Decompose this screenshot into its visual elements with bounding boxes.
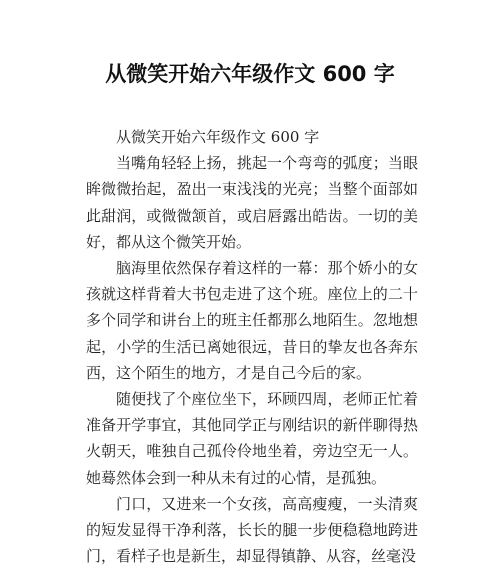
document-title: 从微笑开始六年级作文 600 字	[105, 62, 395, 86]
paragraph-heading: 从微笑开始六年级作文 600 字	[116, 128, 320, 146]
paragraph: 脑海里依然保存着这样的一幕：那个娇小的女孩就这样背着大书包走进了这个班。座位上的二十多个同学和讲台上的班主任都那么地陌生。忽地想起，小学的生活已离她很远，昔日的挚友也各奔东西，这个陌生的地方，才是自己今后的家。	[86, 259, 418, 382]
paragraph: 随便找了个座位坐下，环顾四周，老师正忙着准备开学事宜，其他同学正与刚结识的新伴聊得热火朝天，唯独自己孤伶伶地坐着，旁边空无一人。她蓦然体会到一种从未有过的心情，是孤独。	[86, 390, 418, 487]
paragraph: 当嘴角轻轻上扬，挑起一个弯弯的弧度；当眼眸微微抬起，盈出一束浅浅的光亮；当整个面部如此甜润，或微微颔首，或启唇露出皓齿。一切的美好，都从这个微笑开始。	[86, 154, 418, 251]
paragraph: 门口，又进来一个女孩，高高瘦瘦，一头清爽的短发显得干净利落，长长的腿一步便稳稳地跨进门，看样子也是新生，却显得镇静、从容，丝毫没	[86, 494, 418, 566]
document-body	[86, 124, 418, 569]
